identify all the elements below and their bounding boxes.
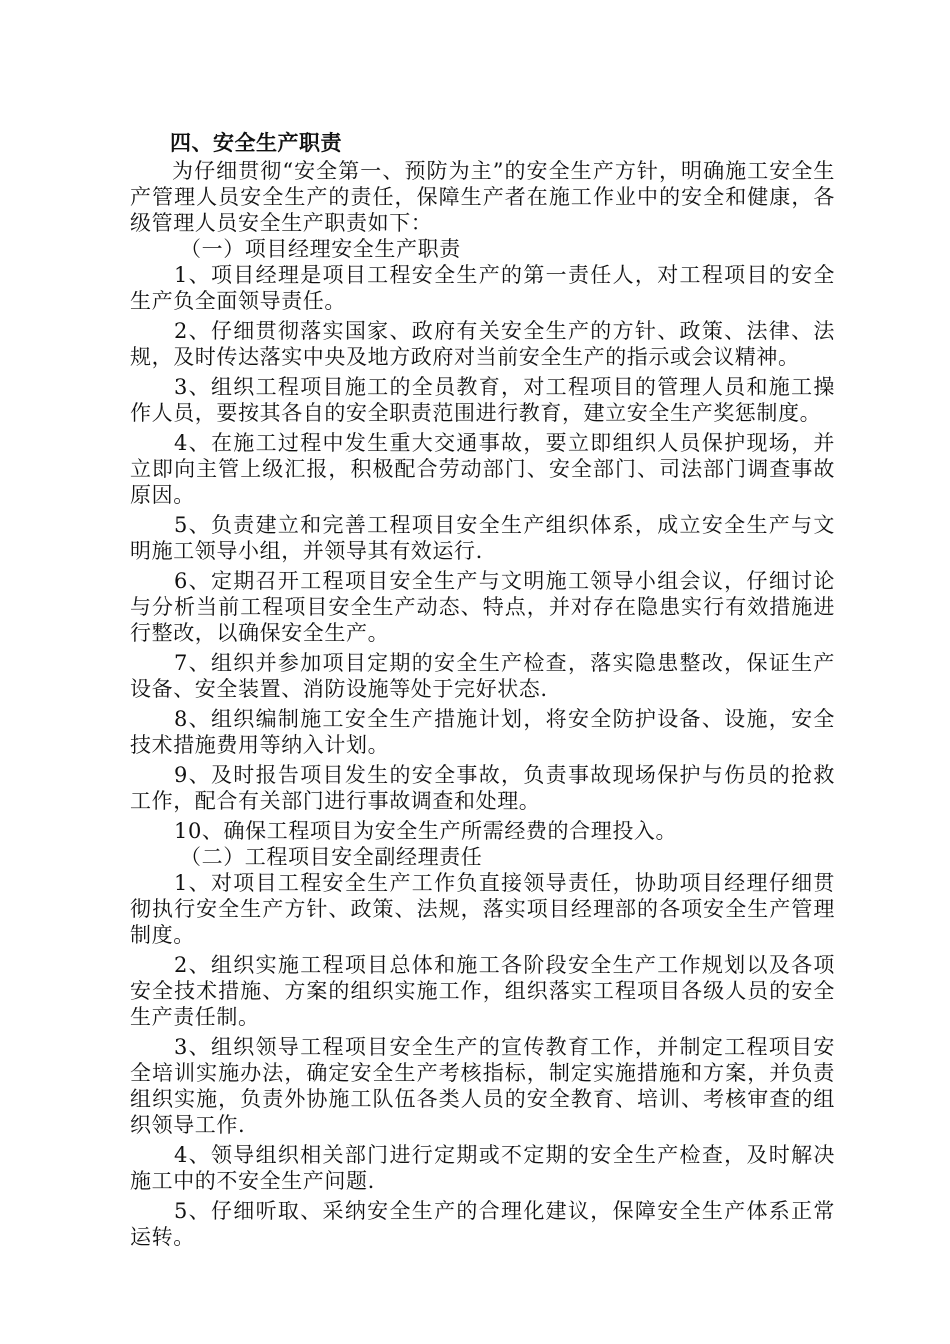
list-item: 5、负责建立和完善工程项目安全生产组织体系，成立安全生产与文明施工领导小组，并领导其有效运行. <box>130 513 835 563</box>
list-item: 8、组织编制施工安全生产措施计划，将安全防护设备、设施，安全技术措施费用等纳入计划。 <box>130 707 835 757</box>
subsection-title-2: （二）工程项目安全副经理责任 <box>180 845 483 869</box>
list-item: 6、定期召开工程项目安全生产与文明施工领导小组会议，仔细讨论与分析当前工程项目安全生产动态、特点，并对存在隐患实行有效措施进行整改，以确保安全生产。 <box>130 569 835 645</box>
list-item: 4、领导组织相关部门进行定期或不定期的安全生产检查，及时解决施工中的不安全生产问题. <box>130 1143 835 1193</box>
list-item: 9、及时报告项目发生的安全事故，负责事故现场保护与伤员的抢救工作，配合有关部门进行事故调查和处理。 <box>130 763 835 813</box>
list-item: 2、仔细贯彻落实国家、政府有关安全生产的方针、政策、法律、法规，及时传达落实中央及地方政府对当前安全生产的指示或会议精神。 <box>130 319 835 369</box>
list-item: 10、确保工程项目为安全生产所需经费的合理投入。 <box>174 819 678 843</box>
list-item: 2、组织实施工程项目总体和施工各阶段安全生产工作规划以及各项安全技术措施、方案的组织实施工作，组织落实工程项目各级人员的安全生产责任制。 <box>130 953 835 1029</box>
list-item: 1、项目经理是项目工程安全生产的第一责任人，对工程项目的安全生产负全面领导责任。 <box>130 263 835 313</box>
list-item: 3、组织领导工程项目安全生产的宣传教育工作，并制定工程项目安全培训实施办法，确定安全生产考核指标，制定实施措施和方案，并负责组织实施，负责外协施工队伍各类人员的安全教育、培训、考核审查的组织领导工作. <box>130 1035 835 1137</box>
list-item: 1、对项目工程安全生产工作负直接领导责任，协助项目经理仔细贯彻执行安全生产方针、政策、法规，落实项目经理部的各项安全生产管理制度。 <box>130 871 835 947</box>
list-item: 5、仔细听取、采纳安全生产的合理化建议，保障安全生产体系正常运转。 <box>130 1199 835 1249</box>
subsection-title-1: （一）项目经理安全生产职责 <box>180 237 461 261</box>
list-item: 3、组织工程项目施工的全员教育，对工程项目的管理人员和施工操作人员，要按其各自的安全职责范围进行教育，建立安全生产奖惩制度。 <box>130 375 835 425</box>
intro-paragraph: 为仔细贯彻“安全第一、预防为主”的安全生产方针，明确施工安全生产管理人员安全生产的责任，保障生产者在施工作业中的安全和健康，各级管理人员安全生产职责如下： <box>130 159 835 235</box>
section-heading: 四、安全生产职责 <box>170 130 342 155</box>
document-body <box>130 130 835 1250</box>
list-item: 4、在施工过程中发生重大交通事故，要立即组织人员保护现场，并立即向主管上级汇报，积极配合劳动部门、安全部门、司法部门调查事故原因。 <box>130 431 835 507</box>
list-item: 7、组织并参加项目定期的安全生产检查，落实隐患整改，保证生产设备、安全装置、消防设施等处于完好状态. <box>130 651 835 701</box>
